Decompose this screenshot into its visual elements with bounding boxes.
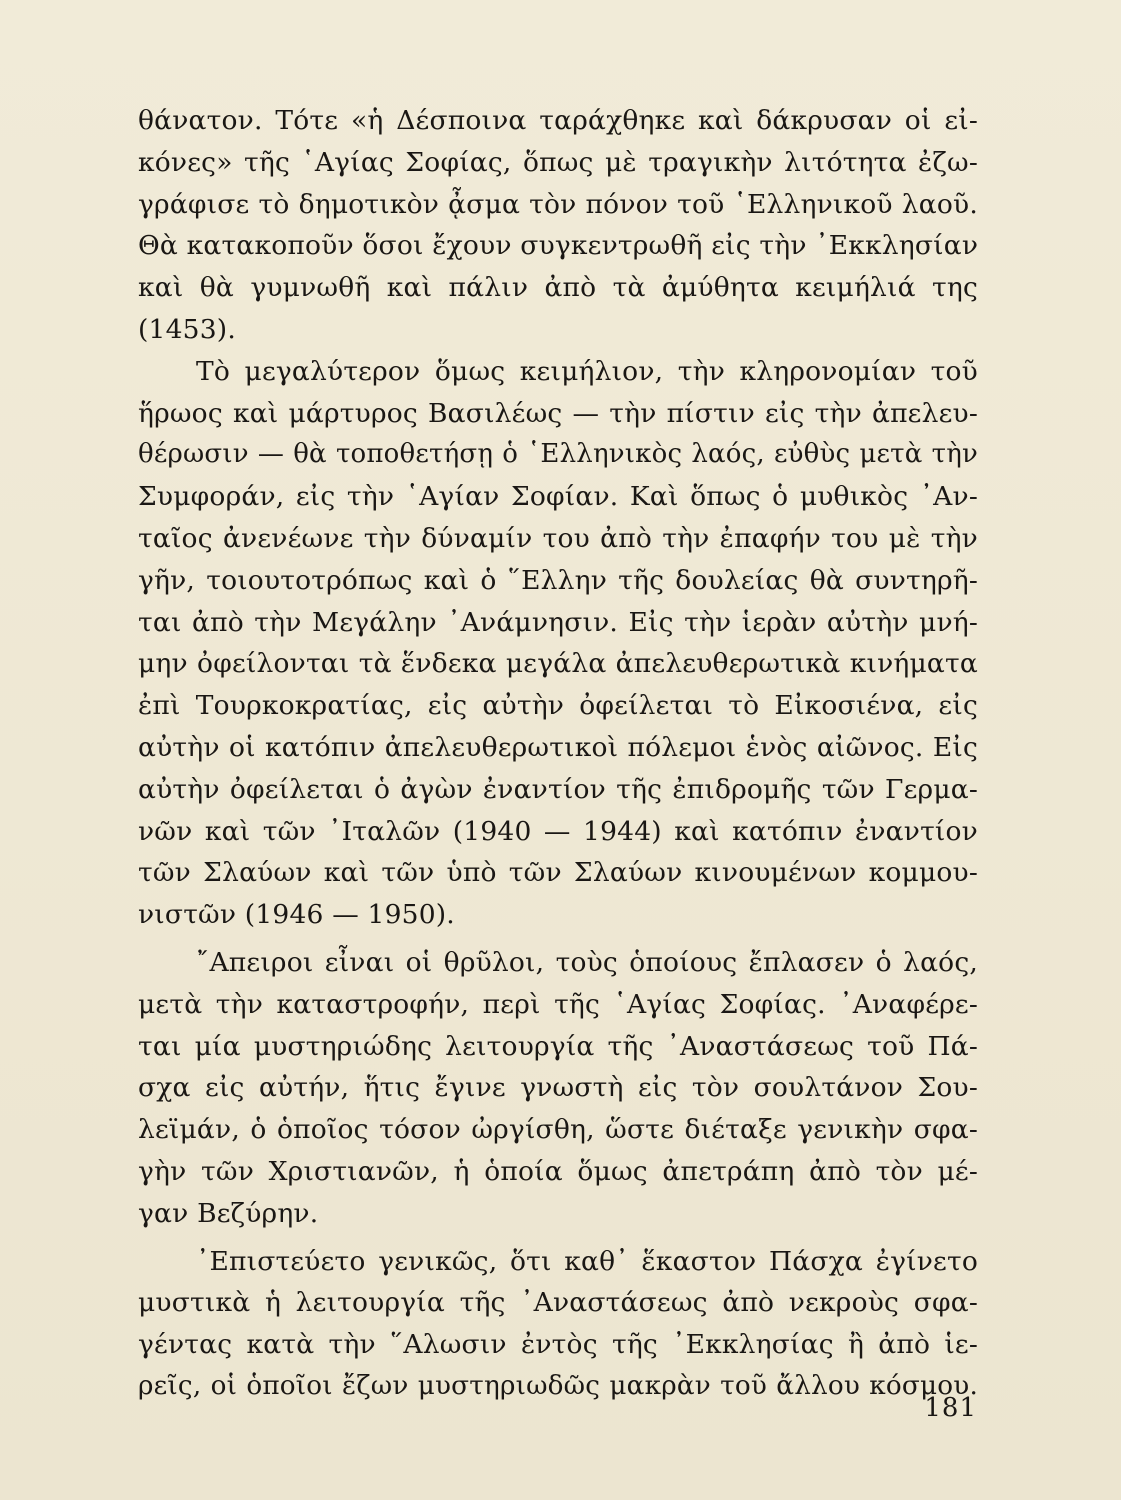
- text-line: Τὸ μεγαλύτερον ὅμως κειμήλιον, τὴν κληρονομίαν τοῦ: [196, 355, 978, 387]
- text-line: ρεῖς, οἱ ὁποῖοι ἔζων μυστηριωδῶς μακρὰν τοῦ ἄλλου κόσμου.: [138, 1370, 978, 1401]
- text-line: γὴν τῶν Χριστιανῶν, ἡ ὁποία ὅμως ἀπετράπη ἀπὸ τὸν μέ-: [138, 1155, 978, 1187]
- text-line: ῎Απειροι εἶναι οἱ θρῦλοι, τοὺς ὁποίους ἔπλασεν ὁ λαός,: [196, 946, 978, 978]
- text-line: γράφισε τὸ δημοτικὸν ᾆσμα τὸν πόνον τοῦ ῾Ελληνικοῦ λαοῦ.: [138, 188, 978, 220]
- text-line: Συμφοράν, εἰς τὴν ῾Αγίαν Σοφίαν. Καὶ ὅπως ὁ μυθικὸς ᾿Αν-: [138, 481, 978, 513]
- text-line: νιστῶν (1946 — 1950).: [138, 899, 455, 931]
- text-line: ᾿Επιστεύετο γενικῶς, ὅτι καθ᾿ ἕκαστον Πάσχα ἐγίνετο: [196, 1245, 978, 1277]
- text-line: κόνες» τῆς ῾Αγίας Σοφίας, ὅπως μὲ τραγικὴν λιτότητα ἐζω-: [138, 146, 978, 178]
- paragraph: [138, 942, 978, 1235]
- body-text: [138, 100, 978, 1408]
- text-line: αὐτὴν ὀφείλεται ὁ ἀγὼν ἐναντίον τῆς ἐπιδρομῆς τῶν Γερμα-: [138, 773, 978, 805]
- text-line: ἥρωος καὶ μάρτυρος Βασιλέως — τὴν πίστιν εἰς τὴν ἀπελευ-: [138, 397, 978, 429]
- text-line: γῆν, τοιουτοτρόπως καὶ ὁ ῞Ελλην τῆς δουλείας θὰ συντηρῆ-: [138, 564, 978, 596]
- text-line: μετὰ τὴν καταστροφήν, περὶ τῆς ῾Αγίας Σοφίας. ᾿Αναφέρε-: [138, 988, 978, 1020]
- text-line: σχα εἰς αὐτήν, ἥτις ἔγινε γνωστὴ εἰς τὸν σουλτάνον Σου-: [138, 1072, 978, 1104]
- text-line: θάνατον. Τότε «ἡ Δέσποινα ταράχθηκε καὶ δάκρυσαν οἱ εἰ-: [138, 105, 978, 136]
- text-line: (1453).: [138, 313, 236, 345]
- text-line: ἐπὶ Τουρκοκρατίας, εἰς αὐτὴν ὀφείλεται τὸ Εἰκοσιένα, εἰς: [138, 690, 978, 722]
- text-line: μυστικὰ ἡ λειτουργία τῆς ᾿Αναστάσεως ἀπὸ νεκροὺς σφα-: [138, 1287, 978, 1319]
- page-number: 181: [924, 1393, 977, 1423]
- text-line: καὶ θὰ γυμνωθῆ καὶ πάλιν ἀπὸ τὰ ἀμύθητα κειμήλιά της: [138, 272, 978, 304]
- text-line: ται μία μυστηριώδης λειτουργία τῆς ᾿Αναστάσεως τοῦ Πά-: [138, 1030, 978, 1062]
- text-line: ταῖος ἀνενέωνε τὴν δύναμίν του ἀπὸ τὴν ἐπαφήν του μὲ τὴν: [138, 522, 978, 554]
- text-line: γέντας κατὰ τὴν ῞Αλωσιν ἐντὸς τῆς ᾿Εκκλησίας ἢ ἀπὸ ἱε-: [138, 1329, 978, 1361]
- text-line: αὐτὴν οἱ κατόπιν ἀπελευθερωτικοὶ πόλεμοι ἑνὸς αἰῶνος. Εἰς: [138, 731, 978, 763]
- paragraph: [138, 100, 978, 351]
- paragraph: [138, 1241, 978, 1408]
- text-line: τῶν Σλαύων καὶ τῶν ὑπὸ τῶν Σλαύων κινουμένων κομμου-: [138, 857, 978, 889]
- text-line: γαν Βεζύρην.: [138, 1197, 319, 1229]
- text-line: λεϊμάν, ὁ ὁποῖος τόσον ὠργίσθη, ὥστε διέταξε γενικὴν σφα-: [138, 1114, 978, 1146]
- text-line: Θὰ κατακοποῦν ὅσοι ἔχουν συγκεντρωθῆ εἰς τὴν ᾿Εκκλησίαν: [138, 230, 979, 262]
- text-line: θέρωσιν — θὰ τοποθετήσῃ ὁ ῾Ελληνικὸς λαός, εὐθὺς μετὰ τὴν: [138, 439, 978, 470]
- text-line: νῶν καὶ τῶν ᾿Ιταλῶν (1940 — 1944) καὶ κατόπιν ἐναντίον: [138, 815, 978, 847]
- text-line: μην ὀφείλονται τὰ ἕνδεκα μεγάλα ἀπελευθερωτικὰ κινήματα: [138, 648, 978, 680]
- paragraph: [138, 351, 978, 936]
- text-line: ται ἀπὸ τὴν Μεγάλην ᾿Ανάμνησιν. Εἰς τὴν ἱερὰν αὐτὴν μνή-: [138, 606, 978, 638]
